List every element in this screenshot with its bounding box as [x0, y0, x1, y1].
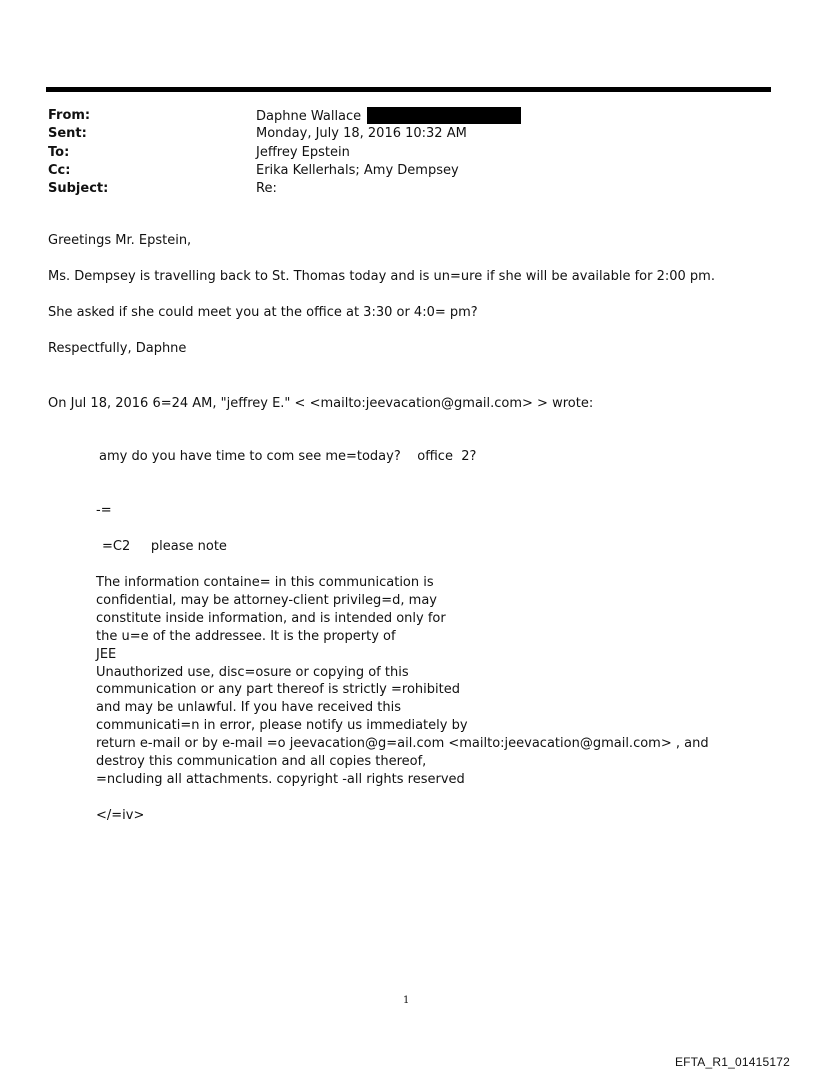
document-id: EFTA_R1_01415172: [674, 1055, 790, 1069]
disclaimer-line: communication or any part thereof is strictly =rohibited: [96, 682, 460, 698]
subject-label: Subject:: [48, 181, 109, 197]
disclaimer-line: return e-mail or by e-mail =o jeevacation@g=ail.com <mailto:jeevacation@gmail.com> , and: [96, 736, 709, 752]
sent-label: Sent:: [48, 126, 87, 142]
header-divider: [46, 87, 771, 92]
quoted-note: =C2 please note: [102, 539, 227, 554]
disclaimer-line: communicati=n in error, please notify us immediately by: [96, 718, 468, 734]
cc-value: Erika Kellerhals; Amy Dempsey: [256, 162, 459, 178]
cc-label: Cc:: [48, 162, 71, 178]
disclaimer-line: The information containe= in this communication is: [96, 575, 434, 590]
sent-value: Monday, July 18, 2016 10:32 AM: [256, 126, 467, 142]
sender-name: Daphne Wallace: [256, 109, 362, 124]
body-line-1: Ms. Dempsey is travelling back to St. Thomas today and is un=ure if she will be available for 2:00 pm.: [48, 269, 715, 284]
quote-header: On Jul 18, 2016 6=24 AM, "jeffrey E." < <mailto:jeevacation@gmail.com> > wrote:: [48, 396, 594, 411]
closing-tag: </=iv>: [96, 808, 145, 823]
greeting: Greetings Mr. Epstein,: [48, 233, 192, 248]
disclaimer-line: JEE: [96, 646, 117, 662]
confidentiality-disclaimer: [96, 574, 709, 789]
quoted-separator: -=: [96, 503, 112, 518]
redaction-block: [367, 107, 521, 124]
quoted-message: amy do you have time to com see me=today? office 2?: [99, 449, 477, 464]
disclaimer-line: =ncluding all attachments. copyright -all rights reserved: [96, 771, 465, 787]
to-label: To:: [48, 144, 70, 160]
disclaimer-line: Unauthorized use, disc=osure or copying of this: [96, 664, 409, 680]
body-line-2: She asked if she could meet you at the office at 3:30 or 4:0= pm?: [48, 305, 478, 320]
disclaimer-line: destroy this communication and all copies thereof,: [96, 754, 427, 770]
disclaimer-line: constitute inside information, and is intended only for: [96, 610, 446, 626]
to-value: Jeffrey Epstein: [256, 144, 350, 160]
subject-value: Re:: [256, 181, 277, 197]
from-label: From:: [48, 108, 91, 123]
page-number: 1: [403, 995, 410, 1006]
disclaimer-line: and may be unlawful. If you have received this: [96, 700, 402, 716]
from-value: [256, 107, 521, 126]
disclaimer-line: confidential, may be attorney-client privileg=d, may: [96, 592, 437, 608]
signoff: Respectfully, Daphne: [48, 341, 187, 356]
disclaimer-line: the u=e of the addressee. It is the property of: [96, 628, 396, 644]
